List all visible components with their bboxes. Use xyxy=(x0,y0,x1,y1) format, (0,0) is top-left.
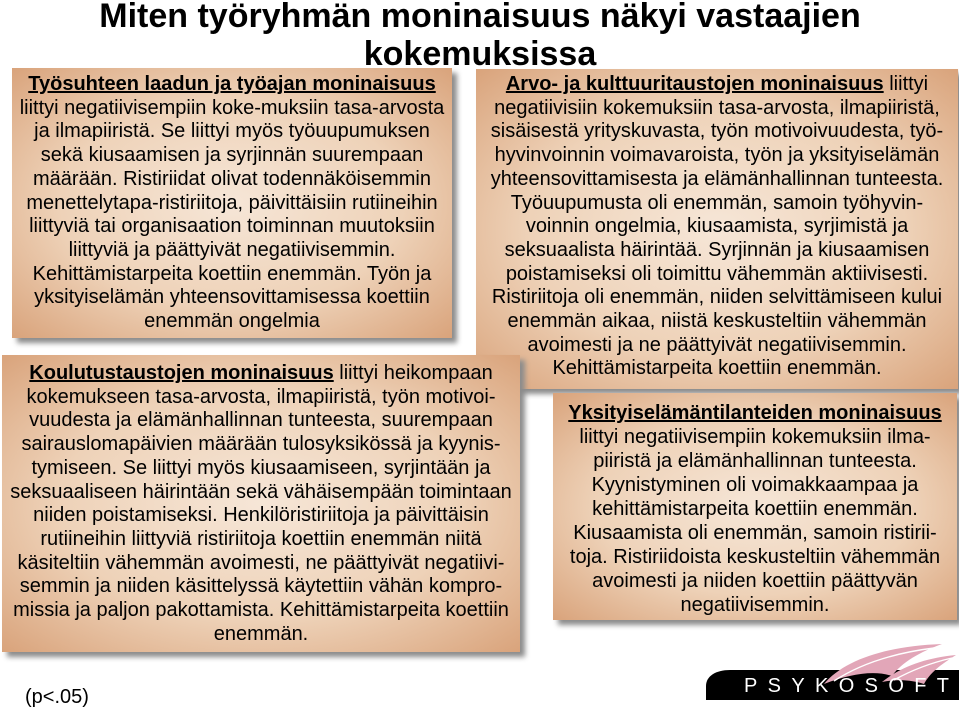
panel-text-line: enemmän ongelmia xyxy=(144,310,320,333)
panel-heading-tail: liittyi xyxy=(889,73,929,95)
panel-text-line: rutiineihin liittyviä ristiriitoja koettiin enemmän niitä xyxy=(40,527,482,550)
panel-text-line: semmin ja niiden käsittelyssä käytettiin vähän kompro- xyxy=(19,575,503,598)
panel-text-line: enemmän. xyxy=(213,622,309,645)
panel-text-line: seksuaaliseen häirintään sekä vähäisempään toimintaan xyxy=(10,480,512,503)
panel-text-line: tymiseen. Se liittyi myös kiusaamiseen, syrjintään ja xyxy=(31,456,491,479)
panel-text-line: avoimesti ja ne päättyivät negatiivisemmin. xyxy=(527,333,907,356)
panel-heading: Yksityiselämäntilanteiden moninaisuus xyxy=(568,402,942,424)
panel-text-line: Kehittämistarpeita koettiin enemmän. xyxy=(552,357,882,380)
panel-text-line: vuudesta ja elämänhallinnan tunteesta, suurempaan xyxy=(29,409,493,432)
panel-heading-line xyxy=(12,73,452,97)
panel-text-line: piiristä ja elämänhallinnan tunteesta. xyxy=(593,450,917,472)
panel-heading: Koulutustaustojen moninaisuus xyxy=(29,362,334,384)
panel-text-line: liittyi negatiivisempiin koke-muksiin tasa-arvosta xyxy=(19,96,445,119)
panel-text-line: sisäisestä yrityskuvasta, työn motivoivuudesta, työ- xyxy=(490,120,944,143)
panel-text-line: Ristiriitoja oli enemmän, niiden selvittämiseen kului xyxy=(491,286,943,309)
panel-heading: Työsuhteen laadun ja työajan moninaisuus xyxy=(28,73,436,95)
panel-text-line: Työuupumusta oli enemmän, samoin työhyvin- xyxy=(510,191,924,214)
panel-text-line: Kehittämistarpeita koettiin enemmän. Työn ja xyxy=(32,262,432,285)
panel-text-line: yksityiselämän yhteensovittamisessa koettiin xyxy=(34,286,430,309)
panel-heading-tail: liittyi heikompaan xyxy=(339,362,493,384)
panel-life-situation xyxy=(553,393,957,620)
panel-text-line: sekä kiusaamisen ja syrjinnän suurempaan xyxy=(40,144,424,167)
panel-text-line: seksuaalista häirintää. Syrjinnän ja kiusaamisen xyxy=(504,238,930,261)
panel-text-line: voinnin ongelmia, kiusaamista, syrjimistä ja xyxy=(525,215,909,238)
significance-footnote: (p<.05) xyxy=(25,686,89,708)
panel-work-arrangements xyxy=(12,68,452,338)
panel-heading-line xyxy=(476,73,958,97)
panel-text-line: liittyviä tai organisaation toiminnan muutoksiin xyxy=(29,215,435,238)
psykosoft-logo xyxy=(706,640,959,714)
panel-text-line: liittyviä ja päättyivät negatiivisemmin. xyxy=(68,238,396,261)
panel-heading-line xyxy=(2,362,520,386)
panel-text-line: kehittämistarpeita koettiin enemmän. xyxy=(592,498,918,520)
panel-heading-line xyxy=(553,401,957,425)
panel-text-line: ja ilmapiiristä. Se liittyi myös työuupumuksen xyxy=(34,120,430,143)
panel-text-line: niiden poistamiseksi. Henkilöristiriitoja ja päivittäisin xyxy=(33,504,489,527)
panel-text-line: määrään. Ristiriidat olivat todennäköisemmin xyxy=(33,167,431,190)
panel-text-line: Kyynistyminen oli voimakkaampaa ja xyxy=(591,474,919,496)
panel-heading: Arvo- ja kulttuuritaustojen moninaisuus xyxy=(505,73,884,95)
panel-text-line: avoimesti ja niiden koettiin päättyvän xyxy=(592,570,918,592)
panel-text-line: liittyi negatiivisempiin kokemuksiin ilma- xyxy=(579,426,931,448)
panel-text-line: negatiivisemmin. xyxy=(680,594,830,616)
panel-text-line: hyvinvoinnin voimavaroista, työn ja yksityiselämän xyxy=(494,144,940,167)
panel-text-line: menettelytapa-ristiriitoja, päivittäisiin rutiineihin xyxy=(26,191,438,214)
panel-text-line: missia ja paljon pakottamista. Kehittämistarpeita koettiin xyxy=(13,599,509,622)
panel-text-line: toja. Ristiriidoista keskusteltiin vähemmän xyxy=(569,546,941,568)
slide-title: Miten työryhmän moninaisuus näkyi vastaajien kokemuksissa xyxy=(99,0,861,73)
logo-wordmark: PSYKOSOFT xyxy=(744,675,949,697)
panel-text-line: sairauslomapäivien määrään tulosyksikössä ja kyynis- xyxy=(21,433,501,456)
panel-text-line: käsiteltiin vähemmän avoimesti, ne päättyivät negatiivi- xyxy=(17,551,505,574)
panel-text-line: negatiivisiin kokemuksiin tasa-arvosta, ilmapiiristä, xyxy=(494,96,940,119)
panel-text-line: enemmän aikaa, niistä keskusteltiin vähemmän xyxy=(507,310,927,333)
panel-education xyxy=(2,355,520,652)
panel-text-line: Kiusaamista oli enemmän, samoin ristirii- xyxy=(573,522,937,544)
panel-text-line: poistamiseksi oli toimittu vähemmän aktiivisesti. xyxy=(505,262,929,285)
panel-text-line: kokemukseen tasa-arvosta, ilmapiiristä, työn motivoi- xyxy=(26,385,496,408)
panel-text-line: yhteensovittamisesta ja elämänhallinnan tunteesta. xyxy=(490,167,944,190)
panel-values-culture xyxy=(476,69,958,389)
